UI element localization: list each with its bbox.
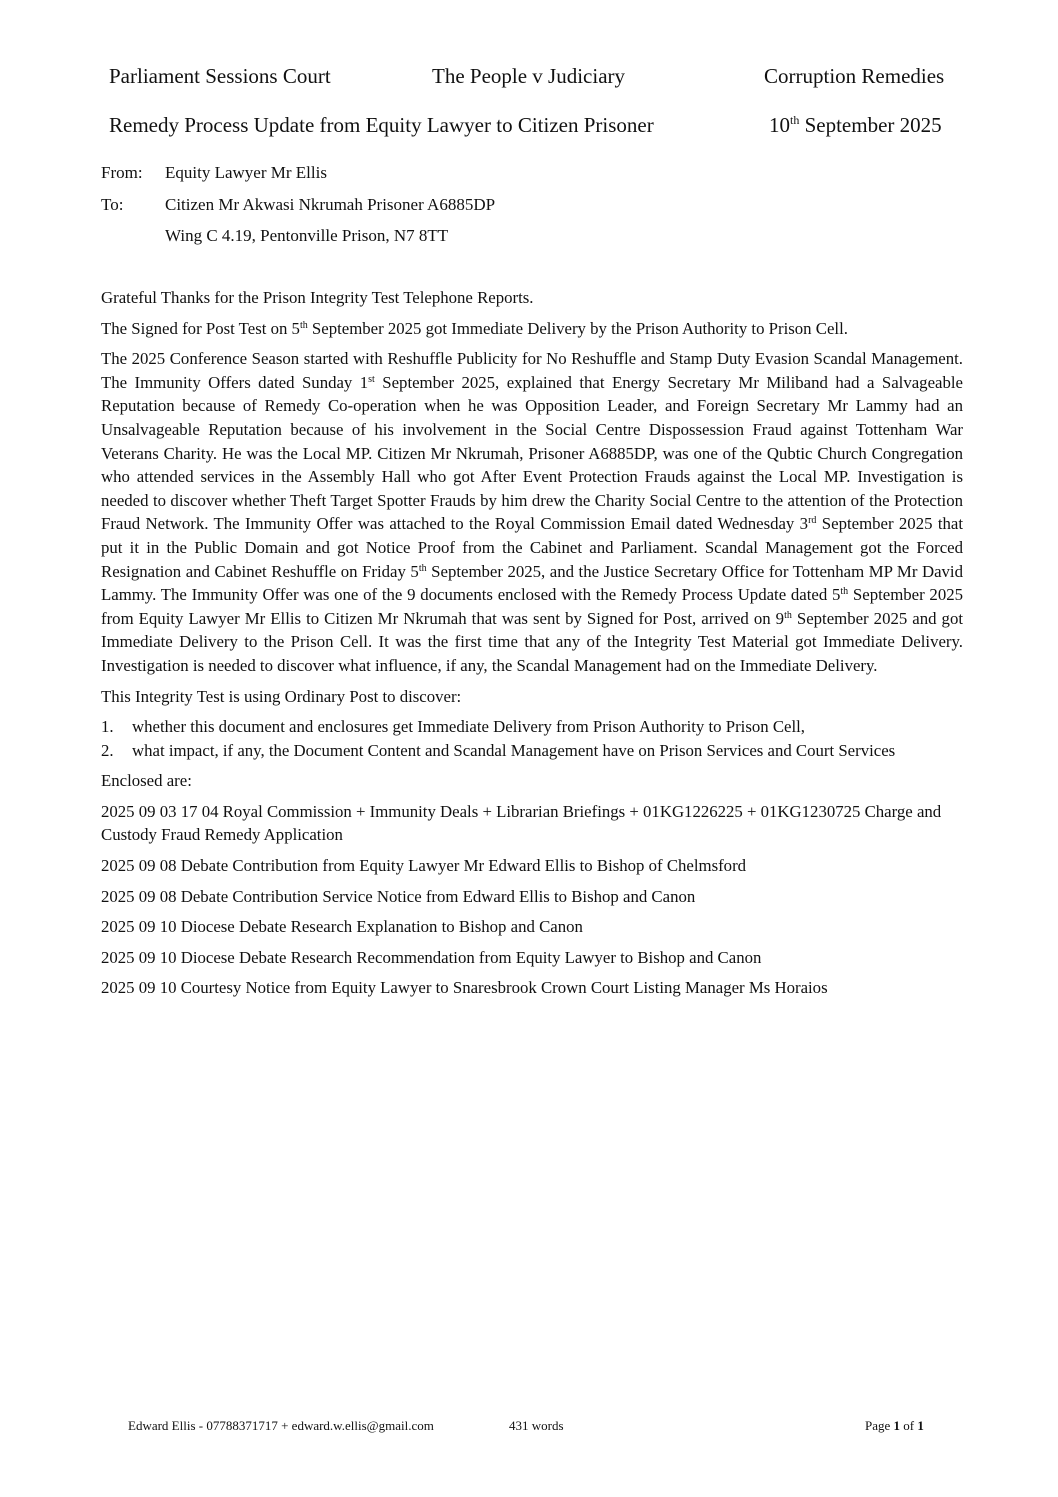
paragraph-signed-post: The Signed for Post Test on 5th September 2025 got Immediate Delivery by the Prison Authority to Prison Cell. [101,318,848,338]
list-item: 2. what impact, if any, the Document Content and Scandal Management have on Prison Services and Court Services [101,740,896,760]
to-label: To: [101,195,124,214]
document-subject: Remedy Process Update from Equity Lawyer to Citizen Prisoner [109,113,654,137]
enclosure-item: 2025 09 10 Diocese Debate Research Recommendation from Equity Lawyer to Bishop and Canon [101,947,762,967]
paragraph-main: The 2025 Conference Season started with Reshuffle Publicity for No Reshuffle and Stamp Duty Evasion Scandal Management. The Immunity Offers dated Sunday 1st September 2025, explained that Energy Secretary Mr Miliband had a Salvageable Reputation because of Remedy Co-operation when he was Opposition Leader, and Foreign Secretary Mr Lammy had an Unsalvageable Reputation because of his involvement in the Social Centre Dispossession Fraud against Tottenham War Veterans Charity. He was the Local MP. Citizen Mr Nkrumah, Prisoner A6885DP, was one of the Qubtic Church Congregation who attended services in the Assembly Hall who got After Event Protection Frauds against the Local MP. Investigation is needed to discover whether Theft Target Spotter Frauds by him drew the Charity Social Centre to the attention of the Protection Fraud Network. The Immunity Offer was attached to the Royal Commission Email dated Wednesday 3rd September 2025 that put it in the Public Domain and got Notice Proof from the Cabinet and Parliament. Scandal Management got the Forced Resignation and Cabinet Reshuffle on Friday 5th September 2025, and the Justice Secretary Office for Tottenham MP Mr David Lammy. The Immunity Offer was one of the 9 documents enclosed with the Remedy Process Update dated 5th September 2025 from Equity Lawyer Mr Ellis to Citizen Mr Nkrumah that was sent by Signed for Post, arrived on 9th September 2025 and got Immediate Delivery to the Prison Cell. It was the first time that any of the Integrity Test Material got Immediate Delivery. Investigation is needed to discover what influence, if any, the Scandal Management had on the Immediate Delivery. [101,349,963,675]
list-item: 1. whether this document and enclosures get Immediate Delivery from Prison Authority to Prison Cell, [101,717,805,737]
category-title: Corruption Remedies [764,64,945,88]
from-value: Equity Lawyer Mr Ellis [165,163,327,182]
enclosure-item: 2025 09 08 Debate Contribution from Equity Lawyer Mr Edward Ellis to Bishop of Chelmsford [101,856,747,876]
enclosure-list [101,800,963,1000]
paragraph-thanks: Grateful Thanks for the Prison Integrity Test Telephone Reports. [101,288,534,307]
from-label: From: [101,163,143,182]
to-address: Wing C 4.19, Pentonville Prison, N7 8TT [165,226,449,245]
footer-contact: Edward Ellis - 07788371717 + edward.w.ellis@gmail.com [128,1418,434,1433]
document-date: 10th September 2025 [769,113,942,137]
letter-body [101,286,963,1007]
enclosure-item: 2025 09 10 Diocese Debate Research Explanation to Bishop and Canon [101,917,583,937]
court-name: Parliament Sessions Court [109,64,331,88]
enclosure-item: 2025 09 10 Courtesy Notice from Equity Lawyer to Snaresbrook Crown Court Listing Manager Ms Horaios [101,978,828,998]
test-purpose-list [101,715,963,762]
enclosure-item: 2025 09 03 17 04 Royal Commission + Immunity Deals + Librarian Briefings + 01KG1226225 + 01KG1230725 Charge and Custody Fraud Remedy Application [101,801,942,845]
to-recipient: Citizen Mr Akwasi Nkrumah Prisoner A6885DP [165,195,496,214]
case-title: The People v Judiciary [432,64,626,88]
enclosure-item: 2025 09 08 Debate Contribution Service Notice from Edward Ellis to Bishop and Canon [101,886,696,906]
footer-word-count: 431 words [509,1418,564,1433]
footer-page-number: Page 1 of 1 [865,1418,924,1433]
enclosed-label: Enclosed are: [101,771,192,791]
paragraph-integrity-test: This Integrity Test is using Ordinary Post to discover: [101,686,462,706]
